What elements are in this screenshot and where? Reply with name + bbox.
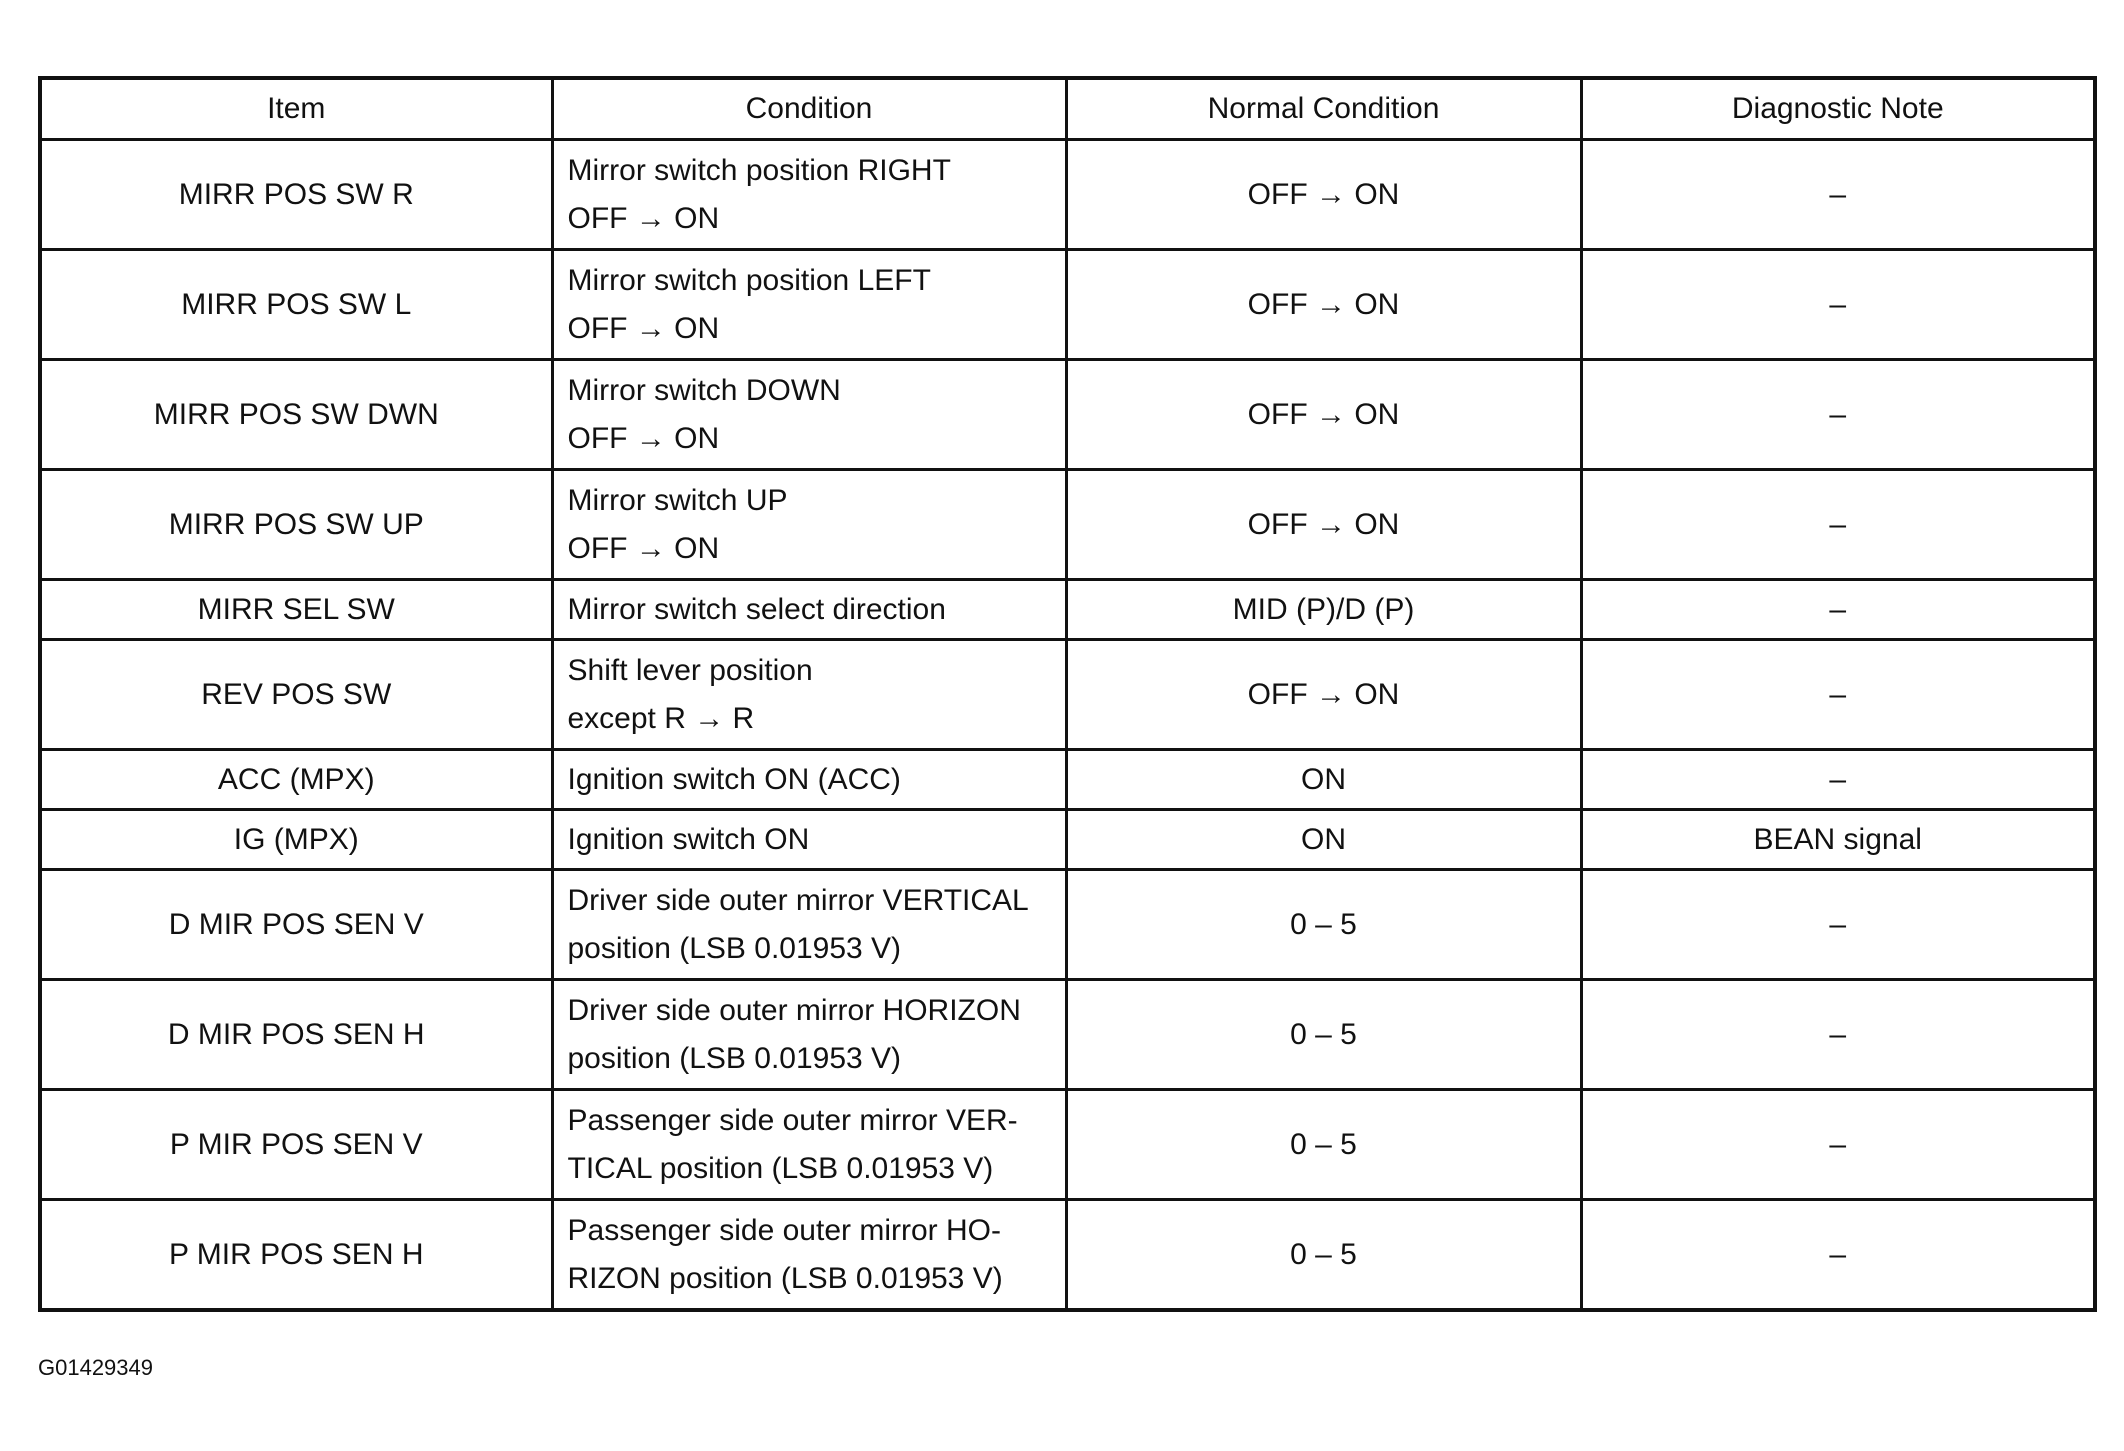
- cell-normal-condition: 0 – 5: [1066, 980, 1581, 1090]
- cell-normal-condition: ON: [1066, 810, 1581, 870]
- cell-condition: Passenger side outer mirror VER- TICAL position (LSB 0.01953 V): [552, 1090, 1066, 1200]
- cell-diagnostic-note: –: [1581, 360, 2095, 470]
- cell-condition: Mirror switch UP OFF → ON: [552, 470, 1066, 580]
- header-diagnostic-note: Diagnostic Note: [1581, 78, 2095, 140]
- cell-condition: Mirror switch position LEFT OFF → ON: [552, 250, 1066, 360]
- cell-condition: Passenger side outer mirror HO- RIZON position (LSB 0.01953 V): [552, 1200, 1066, 1311]
- cell-diagnostic-note: –: [1581, 470, 2095, 580]
- cell-normal-condition: OFF → ON: [1066, 360, 1581, 470]
- header-normal-condition: Normal Condition: [1066, 78, 1581, 140]
- table-row: [40, 140, 2095, 250]
- cell-normal-condition: 0 – 5: [1066, 870, 1581, 980]
- table-row: [40, 250, 2095, 360]
- cell-condition: Mirror switch DOWN OFF → ON: [552, 360, 1066, 470]
- cell-item: IG (MPX): [40, 810, 552, 870]
- diagnostic-data-table: [38, 76, 2097, 1312]
- cell-diagnostic-note: –: [1581, 140, 2095, 250]
- cell-diagnostic-note: BEAN signal: [1581, 810, 2095, 870]
- cell-normal-condition: OFF → ON: [1066, 250, 1581, 360]
- table-row: [40, 470, 2095, 580]
- cell-normal-condition: OFF → ON: [1066, 640, 1581, 750]
- cell-normal-condition: 0 – 5: [1066, 1090, 1581, 1200]
- table-row: [40, 580, 2095, 640]
- cell-condition: Shift lever position except R → R: [552, 640, 1066, 750]
- cell-item: D MIR POS SEN H: [40, 980, 552, 1090]
- cell-diagnostic-note: –: [1581, 870, 2095, 980]
- cell-item: MIRR POS SW R: [40, 140, 552, 250]
- cell-condition: Mirror switch select direction: [552, 580, 1066, 640]
- cell-diagnostic-note: –: [1581, 640, 2095, 750]
- table-row: [40, 1200, 2095, 1311]
- cell-item: ACC (MPX): [40, 750, 552, 810]
- table-row: [40, 870, 2095, 980]
- cell-condition: Ignition switch ON: [552, 810, 1066, 870]
- cell-normal-condition: MID (P)/D (P): [1066, 580, 1581, 640]
- table-row: [40, 640, 2095, 750]
- cell-normal-condition: ON: [1066, 750, 1581, 810]
- table-row: [40, 750, 2095, 810]
- cell-condition: Driver side outer mirror VERTICAL position (LSB 0.01953 V): [552, 870, 1066, 980]
- cell-item: MIRR POS SW UP: [40, 470, 552, 580]
- cell-item: P MIR POS SEN H: [40, 1200, 552, 1311]
- cell-item: P MIR POS SEN V: [40, 1090, 552, 1200]
- cell-condition: Driver side outer mirror HORIZON position (LSB 0.01953 V): [552, 980, 1066, 1090]
- cell-diagnostic-note: –: [1581, 750, 2095, 810]
- cell-diagnostic-note: –: [1581, 250, 2095, 360]
- table-row: [40, 360, 2095, 470]
- cell-item: MIRR SEL SW: [40, 580, 552, 640]
- cell-diagnostic-note: –: [1581, 1090, 2095, 1200]
- header-condition: Condition: [552, 78, 1066, 140]
- cell-item: REV POS SW: [40, 640, 552, 750]
- cell-item: MIRR POS SW DWN: [40, 360, 552, 470]
- figure-id: G01429349: [38, 1355, 153, 1380]
- header-item: Item: [40, 78, 552, 140]
- cell-diagnostic-note: –: [1581, 1200, 2095, 1311]
- cell-condition: Ignition switch ON (ACC): [552, 750, 1066, 810]
- cell-normal-condition: OFF → ON: [1066, 470, 1581, 580]
- table-row: [40, 1090, 2095, 1200]
- cell-item: MIRR POS SW L: [40, 250, 552, 360]
- table-row: [40, 980, 2095, 1090]
- table-row: [40, 810, 2095, 870]
- table-body: [40, 140, 2095, 1311]
- cell-diagnostic-note: –: [1581, 980, 2095, 1090]
- cell-condition: Mirror switch position RIGHT OFF → ON: [552, 140, 1066, 250]
- cell-normal-condition: 0 – 5: [1066, 1200, 1581, 1311]
- cell-item: D MIR POS SEN V: [40, 870, 552, 980]
- cell-diagnostic-note: –: [1581, 580, 2095, 640]
- cell-normal-condition: OFF → ON: [1066, 140, 1581, 250]
- table-header-row: [40, 78, 2095, 140]
